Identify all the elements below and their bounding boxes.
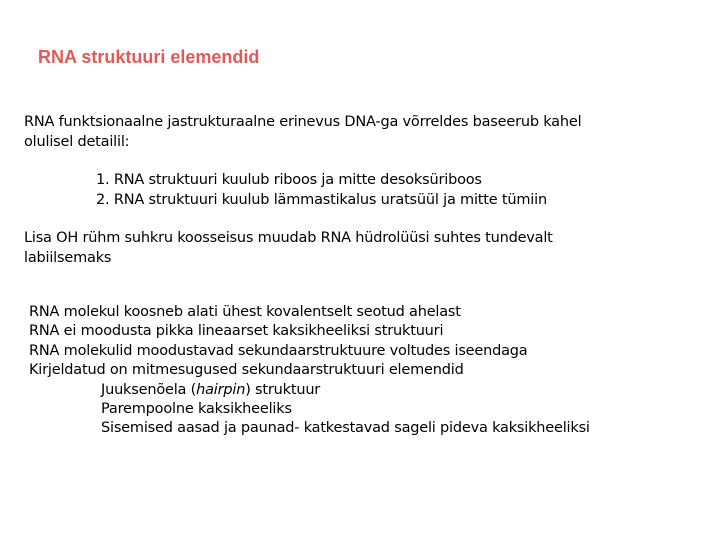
element-item-right-helix: Parempoolne kaksikheeliks	[101, 401, 292, 418]
intro-line: olulisel detailil:	[24, 134, 130, 150]
hairpin-term: hairpin	[196, 381, 246, 398]
list-item: 2. RNA struktuuri kuulub lämmastikalus uratsüül ja mitte tümiin	[96, 192, 547, 208]
fact-line: RNA molekul koosneb alati ühest kovalentselt seotud ahelast	[29, 304, 461, 320]
paragraph-line: labiilsemaks	[24, 250, 112, 266]
intro-line: RNA funktsionaalne jastrukturaalne erinevus DNA-ga võrreldes baseerub kahel	[24, 114, 582, 130]
fact-line: Kirjeldatud on mitmesugused sekundaarstruktuuri elemendid	[29, 362, 464, 379]
oh-group-paragraph	[24, 228, 553, 268]
hairpin-prefix: Juuksenõela (	[101, 381, 197, 398]
slide-title: RNA struktuuri elemendid	[38, 47, 260, 67]
paragraph-line: Lisa OH rühm suhkru koosseisus muudab RNA hüdrolüüsi suhtes tundevalt	[24, 230, 553, 246]
element-item-internal-loops: Sisemised aasad ja paunad- katkestavad sageli pideva kaksikheeliksi	[101, 420, 590, 437]
element-item-hairpin	[29, 381, 590, 400]
list-item: 1. RNA struktuuri kuulub riboos ja mitte desoksüriboos	[96, 172, 482, 188]
hairpin-suffix: ) struktuur	[245, 381, 321, 398]
fact-line: RNA molekulid moodustavad sekundaarstruktuure voltudes iseendaga	[29, 342, 528, 359]
fact-line: RNA ei moodusta pikka lineaarset kaksikheeliksi struktuuri	[29, 323, 444, 340]
numbered-list	[96, 170, 547, 210]
rna-facts	[29, 303, 590, 439]
intro-paragraph	[24, 112, 581, 152]
